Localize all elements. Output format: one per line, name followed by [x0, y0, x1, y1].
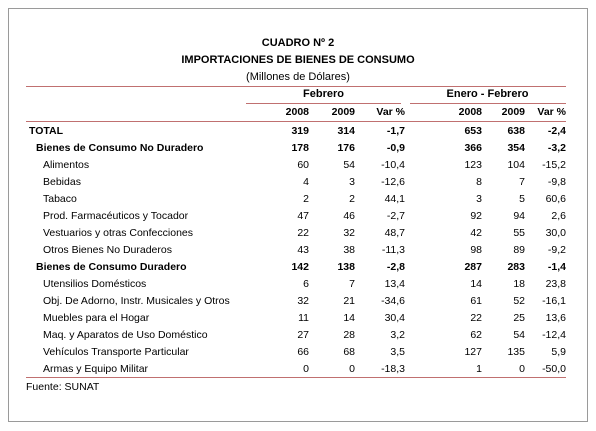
row-value: 98: [470, 244, 482, 256]
row-value: 7: [349, 278, 355, 290]
row-value: 21: [343, 295, 355, 307]
row-value: 94: [513, 210, 525, 222]
row-value: 61: [470, 295, 482, 307]
row-value: -15,2: [542, 159, 566, 171]
row-value: 25: [513, 312, 525, 324]
row-value: 32: [297, 295, 309, 307]
col-header-2009-feb: 2009: [331, 106, 355, 118]
row-label: Bienes de Consumo Duradero: [36, 261, 187, 273]
row-value: 68: [343, 346, 355, 358]
row-value: -1,7: [386, 125, 405, 137]
row-label: Tabaco: [43, 193, 77, 205]
row-value: -12,4: [542, 329, 566, 341]
row-value: 92: [470, 210, 482, 222]
row-label: TOTAL: [29, 125, 64, 137]
row-value: 653: [464, 125, 482, 137]
row-value: 14: [343, 312, 355, 324]
row-value: 3,2: [390, 329, 405, 341]
row-label: Alimentos: [43, 159, 90, 171]
table-row: [26, 140, 566, 157]
top-rule: [26, 86, 566, 87]
table-row: [26, 123, 566, 140]
row-label: Bebidas: [43, 176, 81, 188]
row-value: 127: [464, 346, 482, 358]
row-value: 354: [507, 142, 525, 154]
header-rule: [26, 121, 566, 122]
row-value: 55: [513, 227, 525, 239]
row-value: 2: [349, 193, 355, 205]
table-title: CUADRO Nº 2: [261, 37, 335, 49]
row-value: 89: [513, 244, 525, 256]
row-value: 2: [303, 193, 309, 205]
row-value: 46: [343, 210, 355, 222]
col-header-2008-feb: 2008: [285, 106, 309, 118]
table-units: (Millones de Dólares): [246, 71, 350, 83]
row-value: 283: [507, 261, 525, 273]
row-value: 42: [470, 227, 482, 239]
row-value: 11: [298, 312, 309, 324]
row-value: 43: [297, 244, 309, 256]
row-value: 142: [291, 261, 309, 273]
col-header-2009-enefeb: 2009: [501, 106, 525, 118]
row-value: 28: [343, 329, 355, 341]
row-value: -2,4: [547, 125, 566, 137]
row-value: 62: [470, 329, 482, 341]
table-row: [26, 293, 566, 310]
group-header-enero-febrero: Enero - Febrero: [446, 88, 529, 100]
row-value: 48,7: [384, 227, 405, 239]
group-header-febrero: Febrero: [303, 88, 344, 100]
row-value: 138: [337, 261, 355, 273]
row-value: -10,4: [381, 159, 405, 171]
row-value: 287: [464, 261, 482, 273]
row-value: 60: [297, 159, 309, 171]
table-row: [26, 242, 566, 259]
row-value: 5: [519, 193, 525, 205]
col-header-var-feb: Var %: [376, 106, 405, 118]
row-value: 8: [476, 176, 482, 188]
row-label: Vestuarios y otras Confecciones: [43, 227, 193, 239]
row-value: -16,1: [542, 295, 566, 307]
row-value: 30,0: [545, 227, 566, 239]
table-row: [26, 208, 566, 225]
row-value: 1: [476, 363, 482, 375]
row-value: 6: [303, 278, 309, 290]
row-value: 4: [303, 176, 309, 188]
row-value: 30,4: [384, 312, 405, 324]
row-value: 176: [337, 142, 355, 154]
table-row: [26, 310, 566, 327]
row-value: 2,6: [551, 210, 566, 222]
column-header-row: [26, 104, 566, 121]
row-value: 52: [513, 295, 525, 307]
table-row: [26, 157, 566, 174]
row-label: Otros Bienes No Duraderos: [43, 244, 172, 256]
row-value: 3: [476, 193, 482, 205]
row-value: 5,9: [551, 346, 566, 358]
row-value: -3,2: [547, 142, 566, 154]
row-value: -12,6: [381, 176, 405, 188]
row-label: Armas y Equipo Militar: [43, 363, 149, 375]
row-value: 18: [513, 278, 525, 290]
table-row: [26, 327, 566, 344]
row-value: 0: [303, 363, 309, 375]
row-value: 38: [343, 244, 355, 256]
row-label: Obj. De Adorno, Instr. Musicales y Otros: [43, 295, 230, 307]
row-value: 13,6: [545, 312, 566, 324]
row-label: Muebles para el Hogar: [43, 312, 150, 324]
row-value: 3,5: [390, 346, 405, 358]
row-value: -2,7: [386, 210, 405, 222]
row-value: 54: [513, 329, 525, 341]
row-value: 44,1: [384, 193, 405, 205]
row-label: Maq. y Aparatos de Uso Doméstico: [43, 329, 208, 341]
row-value: 0: [519, 363, 525, 375]
row-label: Bienes de Consumo No Duradero: [36, 142, 204, 154]
row-value: 23,8: [545, 278, 566, 290]
row-value: -0,9: [386, 142, 405, 154]
table-row: [26, 276, 566, 293]
row-value: 7: [519, 176, 525, 188]
row-value: 14: [470, 278, 482, 290]
row-value: 22: [470, 312, 482, 324]
col-header-2008-enefeb: 2008: [458, 106, 482, 118]
row-value: 366: [464, 142, 482, 154]
table-row: [26, 344, 566, 361]
row-value: -9,8: [547, 176, 566, 188]
row-value: 66: [297, 346, 309, 358]
table-row: [26, 259, 566, 276]
row-label: Prod. Farmacéuticos y Tocador: [43, 210, 189, 222]
row-value: 314: [337, 125, 355, 137]
row-value: 54: [343, 159, 355, 171]
row-label: Utensilios Domésticos: [43, 278, 147, 290]
row-value: 22: [297, 227, 309, 239]
bottom-rule: [26, 377, 566, 378]
row-value: 319: [291, 125, 309, 137]
row-value: 47: [297, 210, 309, 222]
row-value: 0: [349, 363, 355, 375]
row-value: 638: [507, 125, 525, 137]
row-value: 123: [464, 159, 482, 171]
row-value: 27: [297, 329, 309, 341]
row-label: Vehículos Transporte Particular: [43, 346, 189, 358]
row-value: -50,0: [542, 363, 566, 375]
table-row: [26, 361, 566, 378]
row-value: -2,8: [386, 261, 405, 273]
row-value: -18,3: [381, 363, 405, 375]
col-header-var-enefeb: Var %: [537, 106, 566, 118]
row-value: -11,3: [381, 244, 405, 256]
row-value: 178: [291, 142, 309, 154]
row-value: -34,6: [381, 295, 405, 307]
row-value: 3: [349, 176, 355, 188]
table-row: [26, 191, 566, 208]
row-value: 32: [343, 227, 355, 239]
table-subtitle: IMPORTACIONES DE BIENES DE CONSUMO: [181, 54, 415, 66]
row-value: 135: [507, 346, 525, 358]
row-value: -1,4: [547, 261, 566, 273]
source-note: Fuente: SUNAT: [26, 381, 100, 393]
row-value: 13,4: [384, 278, 405, 290]
table-row: [26, 174, 566, 191]
row-value: 104: [507, 159, 525, 171]
row-value: -9,2: [547, 244, 566, 256]
table-row: [26, 225, 566, 242]
row-value: 60,6: [545, 193, 566, 205]
